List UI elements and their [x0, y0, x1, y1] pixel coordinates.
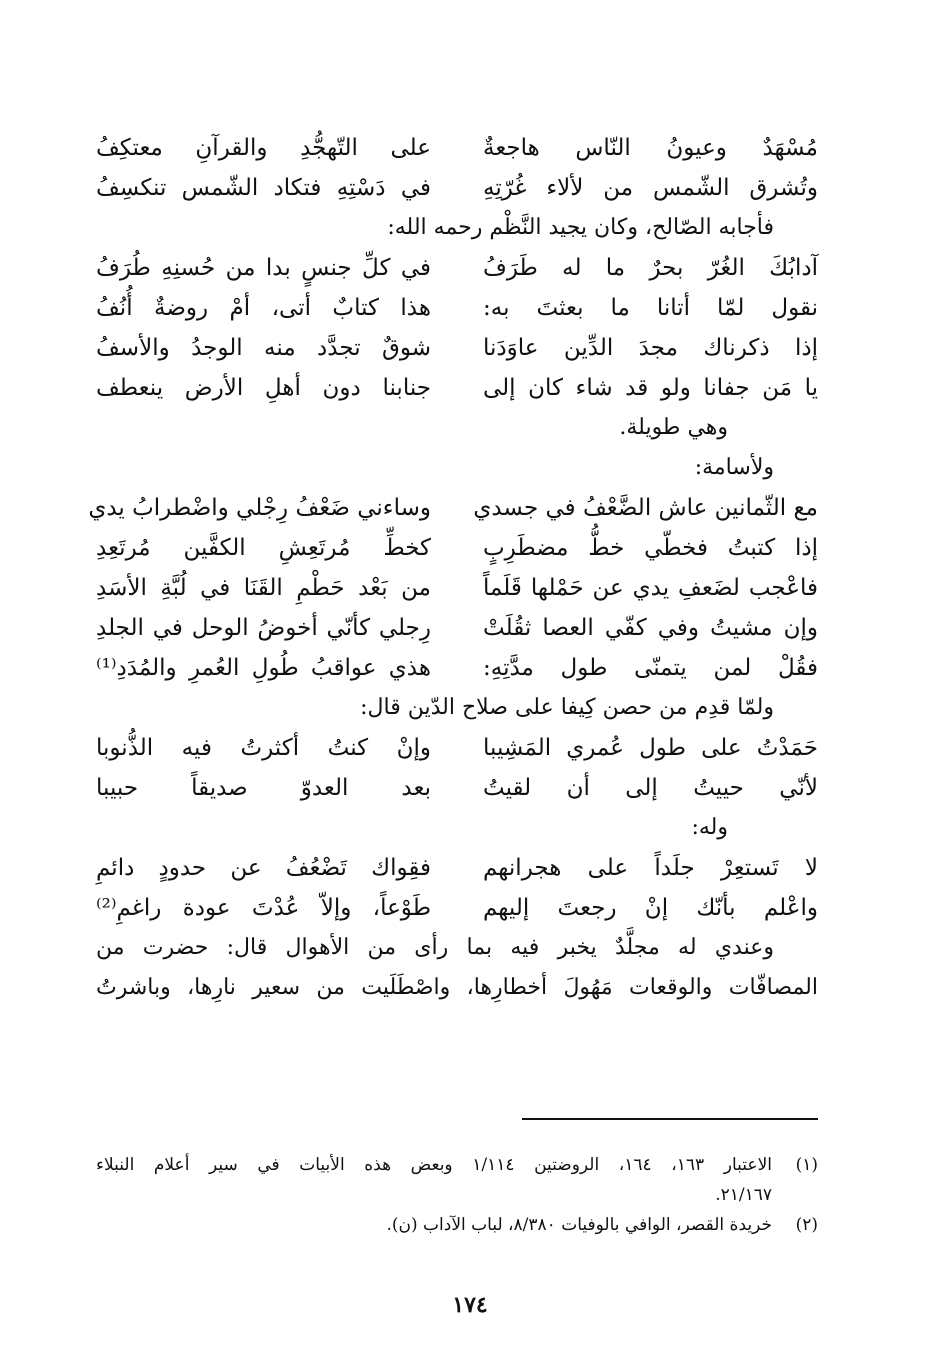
verse-first-hemistich: إذا ذكرناك مجدَ الدِّين عاوَدَنا: [483, 335, 818, 361]
verse-line: [96, 328, 818, 368]
verse-line: [96, 728, 818, 768]
verse-second-hemistich: على التّهجُّدِ والقرآنِ معتكِفُ: [96, 135, 431, 161]
verse-line: [96, 608, 818, 648]
verse-second-hemistich: شوقٌ تجدَّد منه الوجدُ والأسفُ: [96, 335, 431, 361]
verse-line: [96, 528, 818, 568]
verse-first-hemistich: لا تَستعِرْ جلَداً على هجرانهم: [483, 855, 818, 881]
verse-first-hemistich: نقول لمّا أتانا ما بعثتَ به:: [483, 295, 818, 321]
verse-line: [96, 368, 818, 408]
prose-line: فأجابه الصّالح، وكان يجيد النَّظْم رحمه الله:: [387, 215, 774, 240]
verse-second-hemistich: هذي عواقبُ طُولِ العُمرِ والمُدَدِ⁽¹⁾: [96, 655, 431, 681]
verse-line: [96, 168, 818, 208]
verse-second-hemistich: وساءني ضَعْفُ رِجْلي واضْطرابُ يدي: [88, 495, 431, 521]
footnote-divider: [522, 1118, 818, 1120]
text-blocks: [88, 128, 818, 928]
prose-line: وهي طويلة.: [619, 415, 728, 440]
verse-line: [96, 128, 818, 168]
prose-line: ولمّا قدِم من حصن كِيفا على صلاح الدّين قال:: [360, 695, 774, 720]
verse-first-hemistich: يا مَن جفانا ولو قد شاء كان إلى: [483, 375, 818, 401]
page-body: [88, 128, 818, 1008]
verse-line: [96, 768, 818, 808]
footnote: [96, 1210, 818, 1240]
verse-first-hemistich: لأنّي حييتُ إلى أن لقيتُ: [483, 775, 818, 801]
verse-second-hemistich: طَوْعاً، وإلاّ عُدْتَ عودة راغمِ⁽²⁾: [96, 895, 431, 921]
verse-second-hemistich: وإنْ كنتُ أكثرتُ فيه الذُّنوبا: [96, 735, 431, 761]
footnote-line: الاعتبار ١٦٣، ١٦٤، الروضتين ١/١١٤ وبعض هذه الأبيات في سير أعلام النبلاء: [96, 1155, 772, 1175]
page-number: ١٧٤: [452, 1292, 488, 1318]
footnote-text: [96, 1150, 772, 1210]
verse-first-hemistich: مُسْهَدٌ وعيونُ النّاس هاجعةٌ: [483, 135, 818, 161]
verse-line: [88, 488, 818, 528]
prose-paragraph: [96, 928, 818, 1008]
prose-line: ولأسامة:: [694, 455, 774, 480]
verse-second-hemistich: في كلِّ جنسٍ بدا من حُسنِهِ طُرَفُ: [96, 255, 431, 281]
verse-second-hemistich: فقِواك تَضْعُفُ عن حدودٍ دائمِ: [96, 855, 431, 881]
verse-second-hemistich: هذا كتابٌ أتى، أمْ روضةٌ أُنُفُ: [96, 295, 431, 321]
verse-first-hemistich: مع الثّمانين عاش الضَّعْفُ في جسدي: [473, 495, 818, 521]
verse-first-hemistich: وتُشرق الشّمس من لألاء غُرّتِهِ: [483, 175, 818, 201]
verse-first-hemistich: إذا كتبتُ فخطّي خطُّ مضطَرِبٍ: [483, 535, 818, 561]
verse-second-hemistich: رِجلي كأنّي أخوضُ الوحل في الجلدِ: [96, 615, 431, 641]
verse-first-hemistich: وإن مشيتُ وفي كفّي العصا ثقُلَتْ: [483, 615, 818, 641]
footnote-number: (٢): [795, 1215, 818, 1235]
footnote-line: خريدة القصر، الوافي بالوفيات ٨/٣٨٠، لباب الآداب (ن).: [386, 1215, 772, 1235]
verse-second-hemistich: بعد العدوّ صديقاً حبيبا: [96, 775, 431, 801]
prose-line: وله:: [691, 815, 728, 840]
verse-line: [96, 648, 818, 688]
footnote-text: [96, 1210, 772, 1240]
verse-line: [96, 288, 818, 328]
verse-second-hemistich: جنابنا دون أهلِ الأرض ينعطف: [96, 375, 431, 401]
verse-line: [96, 248, 818, 288]
verse-line: [96, 848, 818, 888]
verse-second-hemistich: كخطِّ مُرتَعِشِ الكفَّين مُرتَعِدِ: [96, 535, 431, 561]
footnote-number: (١): [795, 1155, 818, 1175]
paragraph-line-1: وعندي له مجلَّدٌ يخبر فيه بما رأى من الأهوال قال: حضرت من: [96, 935, 774, 960]
footnote: [96, 1150, 818, 1210]
verse-first-hemistich: فقُلْ لمن يتمنّى طول مدَّتِهِ:: [483, 655, 818, 681]
verse-line: [96, 888, 818, 928]
verse-second-hemistich: في دَسْتِهِ فتكاد الشّمس تنكسِفُ: [96, 175, 431, 201]
footnote-line: ٢١/١٦٧.: [715, 1185, 772, 1205]
verse-first-hemistich: حَمَدْتُ على طول عُمري المَشِيبا: [483, 735, 818, 761]
verse-first-hemistich: واعْلم بأنّك إنْ رجعتَ إليهم: [483, 895, 818, 921]
verse-first-hemistich: فاعْجب لضَعفِ يدي عن حَمْلها قَلَماً: [483, 575, 818, 601]
paragraph-line-2: المصافّات والوقعات مَهُولَ أخطارِها، واصْطَلَيت من سعير نارِها، وباشرتُ: [96, 975, 818, 1000]
footnotes: [96, 1150, 818, 1240]
verse-line: [96, 568, 818, 608]
verse-second-hemistich: من بَعْد حَطْمِ القَنَا في لُبَّةِ الأسَدِ: [96, 575, 431, 601]
verse-first-hemistich: آدابُكَ الغُرّ بحرٌ ما له طَرَفُ: [483, 255, 818, 281]
